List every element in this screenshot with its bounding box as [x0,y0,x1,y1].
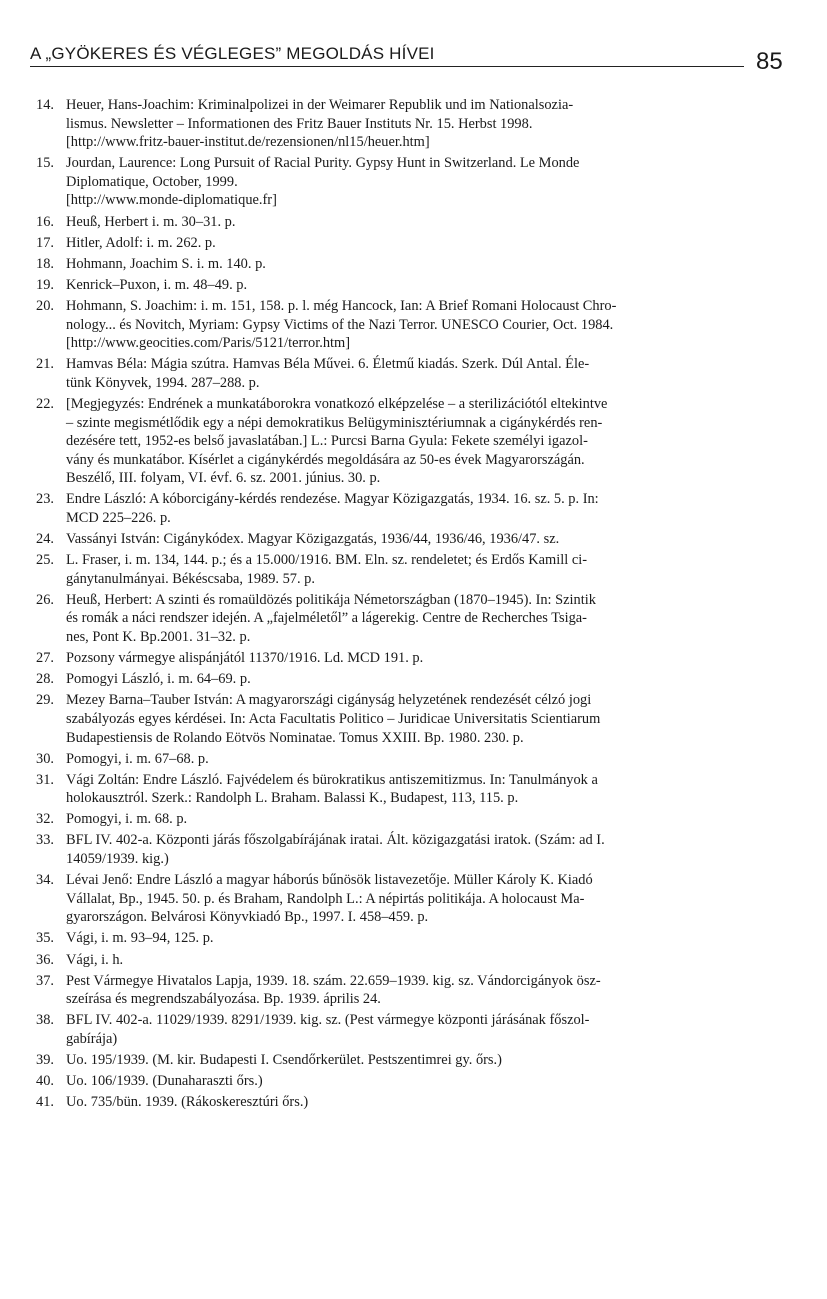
endnote-number: 28. [36,671,54,688]
endnote-text [66,871,800,927]
endnote-number: 23. [36,491,54,508]
endnote-item [36,871,800,927]
endnote-line: [Megjegyzés: Endrének a munkatáborokra vonatkozó elképzelése – a sterilizációtól eltekintve [66,395,608,412]
endnote-line: nes, Pont K. Bp.2001. 31–32. p. [66,629,251,646]
endnote-item [36,1093,800,1112]
endnote-line: [http://www.geocities.com/Paris/5121/terror.htm] [66,335,351,352]
endnote-text [66,395,800,488]
endnote-item [36,276,800,295]
endnote-line: Pozsony vármegye alispánjától 11370/1916. Ld. MCD 191. p. [66,650,424,667]
endnote-line: Hohmann, S. Joachim: i. m. 151, 158. p. l. még Hancock, Ian: A Brief Romani Holocaust Chro- [66,297,617,314]
endnote-line: Kenrick–Puxon, i. m. 48–49. p. [66,276,248,293]
endnote-line: Pomogyi, i. m. 68. p. [66,811,188,828]
endnote-item [36,691,800,747]
endnote-text [66,1093,800,1112]
endnote-number: 16. [36,213,54,230]
endnote-number: 21. [36,356,54,373]
endnote-line: gyarországon. Belvárosi Könyvkiadó Bp., 1997. I. 458–459. p. [66,909,429,926]
endnote-item [36,355,800,392]
endnote-line: tünk Könyvek, 1994. 287–288. p. [66,374,260,391]
endnote-line: lismus. Newsletter – Informationen des Fritz Bauer Instituts Nr. 15. Herbst 1998. [66,115,533,132]
endnote-number: 32. [36,811,54,828]
endnote-line: Uo. 195/1939. (M. kir. Budapesti I. Csendőrkerület. Pestszentimrei gy. őrs.) [66,1052,502,1068]
endnote-number: 29. [36,692,54,709]
endnote-number: 22. [36,395,54,412]
endnote-text [66,670,800,689]
endnote-line: Uo. 735/bün. 1939. (Rákoskeresztúri őrs.) [66,1094,309,1111]
endnote-item [36,670,800,689]
endnote-line: nology... és Novitch, Myriam: Gypsy Victims of the Nazi Terror. UNESCO Courier, Oct. 1984. [66,316,614,333]
endnote-text [66,255,800,274]
endnote-line: Uo. 106/1939. (Dunaharaszti őrs.) [66,1073,263,1090]
endnote-number: 31. [36,771,54,788]
endnote-number: 19. [36,276,54,293]
endnote-item [36,750,800,769]
endnote-line: szeírása és megrendszabályozása. Bp. 1939. április 24. [66,991,381,1008]
endnote-line: Heuß, Herbert: A szinti és romaüldözés politikája Németországban (1870–1945). In: Szintik [66,591,596,608]
endnote-line: Vági, i. h. [66,951,124,968]
endnote-number: 18. [36,255,54,272]
endnote-line: Budapestiensis de Rolando Eötvös Nominatae. Tomus XXIII. Bp. 1980. 230. p. [66,729,524,746]
endnote-line: Heuß, Herbert i. m. 30–31. p. [66,213,236,230]
endnote-item [36,929,800,948]
endnote-number: 25. [36,552,54,569]
endnote-text [66,1051,800,1070]
endnotes-list [36,96,800,1114]
endnote-text [66,530,800,549]
endnote-text [66,591,800,647]
endnote-line: Vági, i. m. 93–94, 125. p. [66,930,214,947]
endnote-item [36,1051,800,1070]
endnote-text [66,810,800,829]
endnote-number: 37. [36,972,54,989]
endnote-text [66,1011,800,1048]
endnote-line: BFL IV. 402-a. 11029/1939. 8291/1939. kig. sz. (Pest vármegye központi járásának főszol- [66,1012,590,1029]
endnote-text [66,96,800,152]
endnote-text [66,276,800,295]
endnote-number: 41. [36,1094,54,1111]
endnote-line: L. Fraser, i. m. 134, 144. p.; és a 15.000/1916. BM. Eln. sz. rendeletet; és Erdős Kamill ci- [66,552,587,569]
endnote-line: Mezey Barna–Tauber István: A magyarországi cigányság helyzetének rendezését célzó jogi [66,692,592,709]
endnote-number: 40. [36,1073,54,1090]
endnote-line: Vállalat, Bp., 1945. 50. p. és Braham, Randolph L.: A népirtás politikája. A holocaust Ma- [66,890,585,907]
endnote-item [36,771,800,808]
endnote-item [36,951,800,970]
endnote-text [66,951,800,970]
endnote-text [66,234,800,253]
endnote-line: BFL IV. 402-a. Központi járás főszolgabírájának iratai. Ált. közigazgatási iratok. (Szám: ad I. [66,832,605,849]
endnote-text [66,750,800,769]
endnote-text [66,929,800,948]
endnote-number: 20. [36,297,54,314]
endnote-line: Pomogyi László, i. m. 64–69. p. [66,671,251,688]
endnote-item [36,96,800,152]
endnote-text [66,355,800,392]
endnote-item [36,234,800,253]
endnote-line: dezésére tett, 1952-es belső javaslatában.] L.: Purcsi Barna Gyula: Fekete személyi igazol- [66,433,588,450]
endnote-line: és romák a náci rendszer idején. A „fajelméletől” a lágerekig. Centre de Recherches Tsiga- [66,610,587,627]
endnote-text [66,154,800,210]
endnote-number: 30. [36,750,54,767]
endnote-item [36,530,800,549]
endnote-line: Beszélő, III. folyam, VI. évf. 6. sz. 2001. június. 30. p. [66,470,381,487]
endnote-line: 14059/1939. kig.) [66,851,169,868]
endnote-text [66,831,800,868]
endnote-number: 24. [36,531,54,548]
endnote-number: 17. [36,234,54,251]
endnote-text [66,213,800,232]
endnote-line: Hitler, Adolf: i. m. 262. p. [66,234,216,251]
endnote-line: Heuer, Hans-Joachim: Kriminalpolizei in der Weimarer Republik und im Nationalsozia- [66,97,574,113]
endnote-number: 33. [36,832,54,849]
endnote-line: Vassányi István: Cigánykódex. Magyar Közigazgatás, 1936/44, 1936/46, 1936/47. sz. [66,531,560,548]
endnote-number: 36. [36,951,54,968]
page-number: 85 [756,48,783,75]
endnote-number: 27. [36,650,54,667]
header-rule [30,66,744,67]
endnote-text [66,490,800,527]
endnote-line: Hohmann, Joachim S. i. m. 140. p. [66,255,266,272]
running-title: A „GYÖKERES ÉS VÉGLEGES” MEGOLDÁS HÍVEI [30,44,435,63]
endnote-text [66,1072,800,1091]
endnote-text [66,691,800,747]
endnote-line: vány és munkatábor. Kísérlet a cigánykérdés megoldására az 50-es évek Magyarországán. [66,451,585,468]
endnote-number: 35. [36,930,54,947]
endnote-item [36,591,800,647]
endnote-line: MCD 225–226. p. [66,509,171,526]
endnote-line: gánytanulmányai. Békéscsaba, 1989. 57. p. [66,570,315,587]
endnote-item [36,810,800,829]
endnote-number: 26. [36,591,54,608]
endnote-text [66,297,800,353]
endnote-line: Hamvas Béla: Mágia szútra. Hamvas Béla Művei. 6. Életmű kiadás. Szerk. Dúl Antal. Éle- [66,356,590,373]
endnote-text [66,551,800,588]
endnote-number: 14. [36,97,54,113]
endnote-item [36,297,800,353]
endnote-item [36,490,800,527]
endnote-number: 39. [36,1052,54,1068]
endnote-line: Jourdan, Laurence: Long Pursuit of Racial Purity. Gypsy Hunt in Switzerland. Le Monde [66,155,580,172]
endnote-item [36,972,800,1009]
endnote-line: szabályozás egyes kérdései. In: Acta Facultatis Politico – Juridicae Universitatis Scientiarum [66,710,601,727]
endnote-item [36,649,800,668]
endnote-item [36,1072,800,1091]
endnote-line: Endre László: A kóborcigány-kérdés rendezése. Magyar Közigazgatás, 1934. 16. sz. 5. p. In: [66,491,599,508]
endnote-item [36,395,800,488]
endnote-line: Diplomatique, October, 1999. [66,173,238,190]
endnote-line: [http://www.monde-diplomatique.fr] [66,192,277,209]
endnote-line: gabírája) [66,1030,118,1047]
endnote-text [66,649,800,668]
endnote-line: Pest Vármegye Hivatalos Lapja, 1939. 18. szám. 22.659–1939. kig. sz. Vándorcigányok ösz- [66,972,601,989]
endnote-item [36,255,800,274]
endnote-text [66,972,800,1009]
endnote-line: [http://www.fritz-bauer-institut.de/rezensionen/nl15/heuer.htm] [66,134,430,151]
endnote-line: Pomogyi, i. m. 67–68. p. [66,750,209,767]
endnote-line: Vági Zoltán: Endre László. Fajvédelem és bürokratikus antiszemitizmus. In: Tanulmányok a [66,771,598,788]
endnote-item [36,551,800,588]
endnote-line: Lévai Jenő: Endre László a magyar háborús bűnösök listavezetője. Müller Károly K. Kiadó [66,872,593,889]
endnote-number: 15. [36,155,54,172]
endnote-number: 34. [36,872,54,889]
endnote-item [36,213,800,232]
endnote-line: holokausztról. Szerk.: Randolph L. Braham. Balassi K., Budapest, 113, 115. p. [66,790,519,807]
endnote-line: – szinte megismétlődik egy a népi demokratikus Belügyminisztériumnak a cigánykérdés ren- [66,414,603,431]
endnote-number: 38. [36,1012,54,1029]
endnote-text [66,771,800,808]
endnote-item [36,154,800,210]
endnote-item [36,1011,800,1048]
endnote-item [36,831,800,868]
